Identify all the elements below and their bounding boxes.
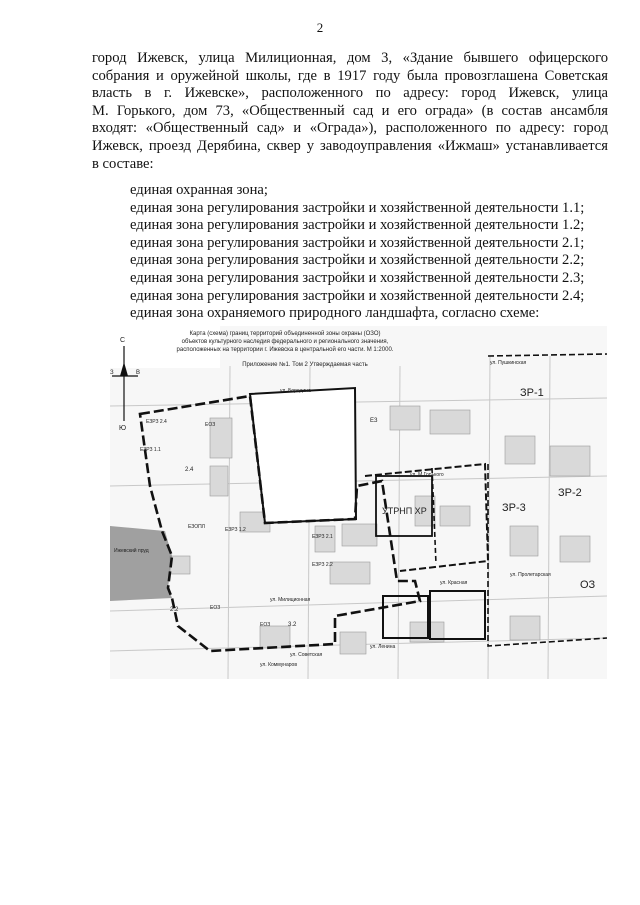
street-label: ул. Ленина — [370, 644, 396, 650]
zone-label-ezrz11: ЕЗРЗ 1.1 — [140, 447, 161, 453]
paragraph-line: в составе: — [92, 155, 154, 172]
zone-label-ezrz22: ЕЗРЗ 2.2 — [312, 562, 333, 568]
compass-west: З — [110, 370, 114, 376]
paragraph-line: М. Горького, дом 73, «Общественный сад и его ограда» (в состав ансамбля — [92, 102, 608, 119]
map-title-line: объектов культурного наследия федерального и регионального значения, — [181, 339, 389, 345]
zone-list — [130, 182, 584, 323]
zone-label-eoz: ЕОЗ — [210, 605, 221, 611]
zone-label-ezrz21: ЕЗРЗ 2.1 — [312, 534, 333, 540]
body-paragraph — [92, 50, 608, 173]
zone-list-item: единая зона регулирования застройки и хозяйственной деятельности 2.1; — [130, 234, 585, 251]
zone-label-3-2: 3.2 — [288, 622, 297, 628]
zone-label-zr2: ЗР-2 — [558, 487, 582, 499]
paragraph-line: входят: «Общественный сад» и «Ограда»), расположенного по адресу: город — [92, 120, 608, 137]
appendix-note: Приложение №1. Том 2 Утверждаемая часть — [242, 362, 368, 368]
zone-list-item: единая зона регулирования застройки и хозяйственной деятельности 1.2; — [130, 217, 585, 234]
map-title-line: Карта (схема) границ территорий объединенной зоны охраны (ОЗО) — [189, 331, 381, 337]
map-title-line: расположенных на территории г. Ижевска в центральной его части. М 1:2000. — [176, 347, 394, 353]
zone-label-utrnp: УТРНП ХР — [382, 506, 427, 516]
zone-label-2-4: 2.4 — [185, 467, 194, 473]
paragraph-line: собрания и оружейной школы, где в 1917 году была провозглашена Советская — [92, 67, 608, 84]
zone-label-2-2: 2.2 — [170, 607, 179, 613]
zone-label-eoz: ЕОЗ — [260, 622, 271, 628]
pond-area — [110, 526, 172, 601]
zone-list-item: единая зона регулирования застройки и хозяйственной деятельности 2.2; — [130, 252, 585, 269]
compass-south: Ю — [119, 425, 127, 432]
zone-label-ez: ЕЗ — [370, 418, 378, 424]
zone-list-item: единая охранная зона; — [130, 182, 268, 198]
compass-east: В — [136, 370, 141, 376]
zone-label-eoz: ЕОЗ — [205, 422, 216, 428]
street-label: ул. Бородина — [280, 388, 311, 394]
street-label: ул. Красная — [440, 580, 468, 586]
street-label: ул. Милиционная — [270, 597, 311, 603]
page-number: 2 — [316, 20, 324, 35]
street-label: ул. М.Горького — [410, 472, 444, 478]
street-label: ул. Пушкинская — [490, 360, 527, 366]
paragraph-line: власть в г. Ижевске», расположенного по адресу: город Ижевск, улица — [92, 85, 608, 102]
zone-label-zr3: ЗР-3 — [502, 502, 526, 514]
zone-label-zr1: ЗР-1 — [520, 387, 544, 399]
zone-label-ezrz24: ЕЗРЗ 2.4 — [146, 419, 167, 425]
zone-label-ezopl: ЕЗОПЛ — [188, 524, 205, 530]
street-label: ул. Советская — [290, 652, 323, 658]
zone-list-item: единая зона регулирования застройки и хозяйственной деятельности 1.1; — [130, 199, 585, 216]
zone-list-item: единая зона охраняемого природного ландшафта, согласно схеме: — [130, 305, 540, 322]
street-label: ул. Пролетарская — [510, 572, 551, 578]
central-block — [250, 388, 356, 523]
zone-list-item: единая зона регулирования застройки и хозяйственной деятельности 2.3; — [130, 269, 585, 286]
zone-label-oz: ОЗ — [580, 579, 596, 591]
paragraph-line: город Ижевск, улица Милиционная, дом 3, «Здание бывшего офицерского — [92, 50, 608, 66]
zone-label-ezrz12: ЕЗРЗ 1.2 — [225, 527, 246, 533]
pond-label: Ижевский пруд — [114, 548, 149, 554]
zone-map — [110, 326, 607, 679]
zone-list-item: единая зона регулирования застройки и хозяйственной деятельности 2.4; — [130, 287, 585, 304]
paragraph-line: Ижевск, проезд Дерябина, сквер у заводоуправления «Ижмаш» устанавливается — [92, 137, 608, 154]
street-label: ул. Коммунаров — [260, 662, 297, 668]
compass-north: С — [120, 337, 126, 344]
